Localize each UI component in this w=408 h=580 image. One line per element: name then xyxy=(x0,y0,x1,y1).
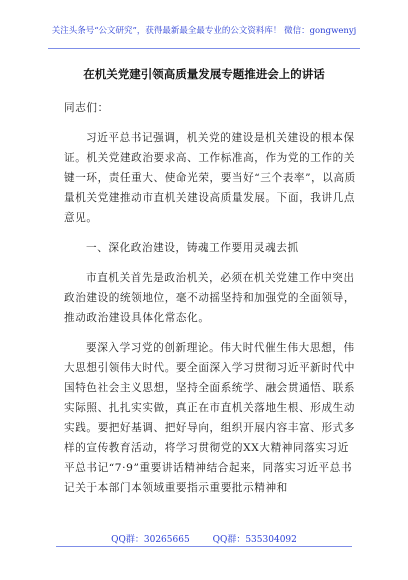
paragraph: 市直机关首先是政治机关，必须在机关党建工作中突出政治建设的统领地位，毫不动摇坚持和加强党的全面领导，推动政治建设具体化常态化。 xyxy=(64,272,356,324)
qq-group-2: QQ群：535304092 xyxy=(212,535,297,545)
paragraph: 习近平总书记强调，机关党的建设是机关建设的根本保证。机关党建政治要求高、工作标准高，作为党的工作的关键一环，责任重大、使命光荣，要当好“三个表率”，以高质量机关党建推动市直机关建设高质量发展。下面，我讲几点意见。 xyxy=(64,132,356,224)
section-heading: 一、深化政治建设，铸魂工作要用灵魂去抓 xyxy=(86,242,299,254)
header-divider xyxy=(48,48,360,49)
paragraph: 要深入学习党的创新理论。伟大时代催生伟大思想，伟大思想引领伟大时代。要全面深入学习贯彻习近平新时代中国特色社会主义思想，坚持全面系统学、融会贯通悟、联系实际照、扎扎实实做，真正在市直机关落地生根、形成生动实践。要把好基调、把好导向，组织开展内容丰富、形式多样的宣传教育活动，将学习贯彻党的XX大精神同落实习近平总书记“7·9”重要讲话精神结合起来，同落实习近平总书记关于本部门本领域重要指示重要批示精神和 xyxy=(64,342,356,494)
qq-footer xyxy=(0,532,408,545)
promo-header: 关注头条号“公文研究”，获得最新最全最专业的公文资料库！ 微信：gongwenyj xyxy=(51,26,357,36)
salutation: 同志们： xyxy=(64,102,109,114)
document-title: 在机关党建引领高质量发展专题推进会上的讲话 xyxy=(83,67,325,81)
footer-divider xyxy=(56,546,352,547)
document-body xyxy=(64,98,360,498)
qq-group-1: QQ群：30265665 xyxy=(111,535,190,545)
